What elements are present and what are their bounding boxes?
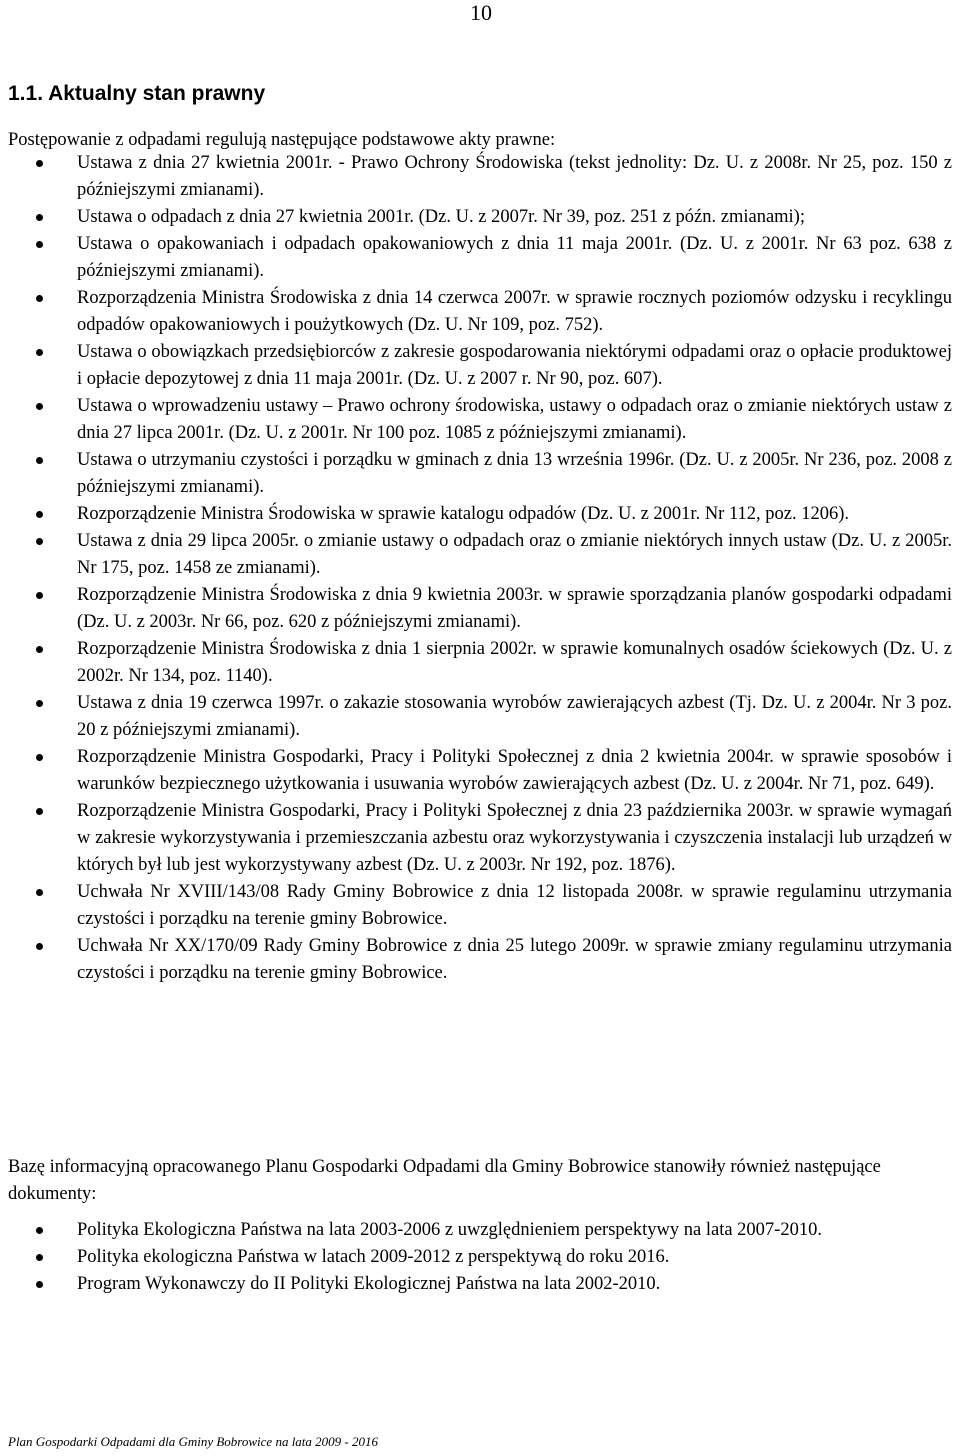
list-item-text: Ustawa o odpadach z dnia 27 kwietnia 2001r. (Dz. U. z 2007r. Nr 39, poz. 251 z późn. zmianami); bbox=[77, 207, 805, 227]
bullet-icon bbox=[36, 457, 43, 464]
legal-acts-list bbox=[0, 150, 960, 987]
list-item-text: Ustawa o wprowadzeniu ustawy – Prawo ochrony środowiska, ustawy o odpadach oraz o zmianie niektórych ustaw z dnia 27 lipca 2001r. (Dz. U. z 2001r. Nr 100 poz. 1085 z późniejszymi zmianami). bbox=[77, 396, 952, 443]
list-item bbox=[0, 1217, 960, 1244]
intro-text: Postępowanie z odpadami regulują następujące podstawowe akty prawne: bbox=[8, 130, 556, 150]
list-item bbox=[0, 933, 960, 987]
list-item bbox=[0, 393, 960, 447]
list-item-text: Uchwała Nr XX/170/09 Rady Gminy Bobrowice z dnia 25 lutego 2009r. w sprawie zmiany regulaminu utrzymania czystości i porządku na terenie gminy Bobrowice. bbox=[77, 936, 952, 983]
bullet-icon bbox=[36, 646, 43, 653]
list-item bbox=[0, 744, 960, 798]
bullet-icon bbox=[36, 241, 43, 248]
list-item bbox=[0, 339, 960, 393]
list-item-text: Program Wykonawczy do II Polityki Ekologicznej Państwa na lata 2002-2010. bbox=[77, 1274, 661, 1294]
documents-list bbox=[0, 1217, 960, 1298]
list-item-text: Ustawa z dnia 19 czerwca 1997r. o zakazie stosowania wyrobów zawierających azbest (Tj. Dz. U. z 2004r. Nr 3 poz. 20 z późniejszymi zmianami). bbox=[77, 693, 952, 740]
list-item bbox=[0, 582, 960, 636]
list-item-text: Uchwała Nr XVIII/143/08 Rady Gminy Bobrowice z dnia 12 listopada 2008r. w sprawie regulaminu utrzymania czystości i porządku na terenie gminy Bobrowice. bbox=[77, 882, 952, 929]
list-item-text: Rozporządzenia Ministra Środowiska z dnia 14 czerwca 2007r. w sprawie rocznych poziomów odzysku i recyklingu odpadów opakowaniowych i poużytkowych (Dz. U. Nr 109, poz. 752). bbox=[77, 288, 952, 335]
bullet-icon bbox=[36, 349, 43, 356]
bullet-icon bbox=[36, 808, 43, 815]
list-item bbox=[0, 231, 960, 285]
list-item-text: Polityka Ekologiczna Państwa na lata 2003-2006 z uwzględnieniem perspektywy na lata 2007-2010. bbox=[77, 1220, 822, 1240]
list-item-text: Rozporządzenie Ministra Środowiska w sprawie katalogu odpadów (Dz. U. z 2001r. Nr 112, poz. 1206). bbox=[77, 504, 850, 524]
list-item bbox=[0, 447, 960, 501]
bullet-icon bbox=[36, 700, 43, 707]
list-item-text: Ustawa z dnia 27 kwietnia 2001r. - Prawo Ochrony Środowiska (tekst jednolity: Dz. U. z 2008r. Nr 25, poz. 150 z późniejszymi zmianami). bbox=[77, 153, 952, 200]
list-item-text: Polityka ekologiczna Państwa w latach 2009-2012 z perspektywą do roku 2016. bbox=[77, 1247, 670, 1267]
bullet-icon bbox=[36, 295, 43, 302]
list-item-text: Rozporządzenie Ministra Środowiska z dnia 1 sierpnia 2002r. w sprawie komunalnych osadów ściekowych (Dz. U. z 2002r. Nr 134, poz. 1140). bbox=[77, 639, 952, 686]
bullet-icon bbox=[36, 403, 43, 410]
list-item bbox=[0, 690, 960, 744]
list-item bbox=[0, 204, 960, 231]
bullet-icon bbox=[36, 160, 43, 167]
bullet-icon bbox=[36, 1254, 43, 1261]
list-item-text: Ustawa o obowiązkach przedsiębiorców z zakresie gospodarowania niektórymi odpadami oraz o opłacie produktowej i opłacie depozytowej z dnia 11 maja 2001r. (Dz. U. z 2007 r. Nr 90, poz. 607). bbox=[77, 342, 952, 389]
list-item-text: Ustawa o utrzymaniu czystości i porządku w gminach z dnia 13 września 1996r. (Dz. U. z 2005r. Nr 236, poz. 2008 z późniejszymi zmianami). bbox=[77, 450, 952, 497]
list-item-text: Ustawa z dnia 29 lipca 2005r. o zmianie ustawy o odpadach oraz o zmianie niektórych innych ustaw (Dz. U. z 2005r. Nr 175, poz. 1458 ze zmianami). bbox=[77, 531, 952, 578]
bullet-icon bbox=[36, 889, 43, 896]
bullet-icon bbox=[36, 943, 43, 950]
list-item bbox=[0, 285, 960, 339]
list-item bbox=[0, 528, 960, 582]
list-item-text: Rozporządzenie Ministra Gospodarki, Pracy i Polityki Społecznej z dnia 23 października 2003r. w sprawie wymagań w zakresie wykorzystywania i przemieszczania azbestu oraz wykorzystywania i czyszczenia instalacji lub urządzeń w których był lub jest wykorzystywany azbest (Dz. U. z 2003r. Nr 192, poz. 1876). bbox=[77, 801, 952, 875]
bullet-icon bbox=[36, 1227, 43, 1234]
bullet-icon bbox=[36, 1281, 43, 1288]
list-item bbox=[0, 879, 960, 933]
list-item bbox=[0, 798, 960, 879]
bullet-icon bbox=[36, 214, 43, 221]
list-item bbox=[0, 636, 960, 690]
list-item bbox=[0, 1244, 960, 1271]
information-base-paragraph: Bazę informacyjną opracowanego Planu Gospodarki Odpadami dla Gminy Bobrowice stanowiły również następujące dokumenty: bbox=[8, 1157, 881, 1204]
page-number: 10 bbox=[470, 0, 492, 25]
bullet-icon bbox=[36, 511, 43, 518]
bullet-icon bbox=[36, 538, 43, 545]
list-item-text: Ustawa o opakowaniach i odpadach opakowaniowych z dnia 11 maja 2001r. (Dz. U. z 2001r. Nr 63 poz. 638 z późniejszymi zmianami). bbox=[77, 234, 952, 281]
list-item-text: Rozporządzenie Ministra Środowiska z dnia 9 kwietnia 2003r. w sprawie sporządzania planów gospodarki odpadami (Dz. U. z 2003r. Nr 66, poz. 620 z późniejszymi zmianami). bbox=[77, 585, 952, 632]
bullet-icon bbox=[36, 754, 43, 761]
list-item-text: Rozporządzenie Ministra Gospodarki, Pracy i Polityki Społecznej z dnia 2 kwietnia 2004r. w sprawie sposobów i warunków bezpiecznego użytkowania i usuwania wyrobów zawierających azbest (Dz. U. z 2004r. Nr 71, poz. 649). bbox=[77, 747, 952, 794]
section-heading: 1.1. Aktualny stan prawny bbox=[8, 82, 266, 105]
bullet-icon bbox=[36, 592, 43, 599]
list-item bbox=[0, 1271, 960, 1298]
page-footer: Plan Gospodarki Odpadami dla Gminy Bobrowice na lata 2009 - 2016 bbox=[8, 1434, 378, 1449]
list-item bbox=[0, 150, 960, 204]
list-item bbox=[0, 501, 960, 528]
